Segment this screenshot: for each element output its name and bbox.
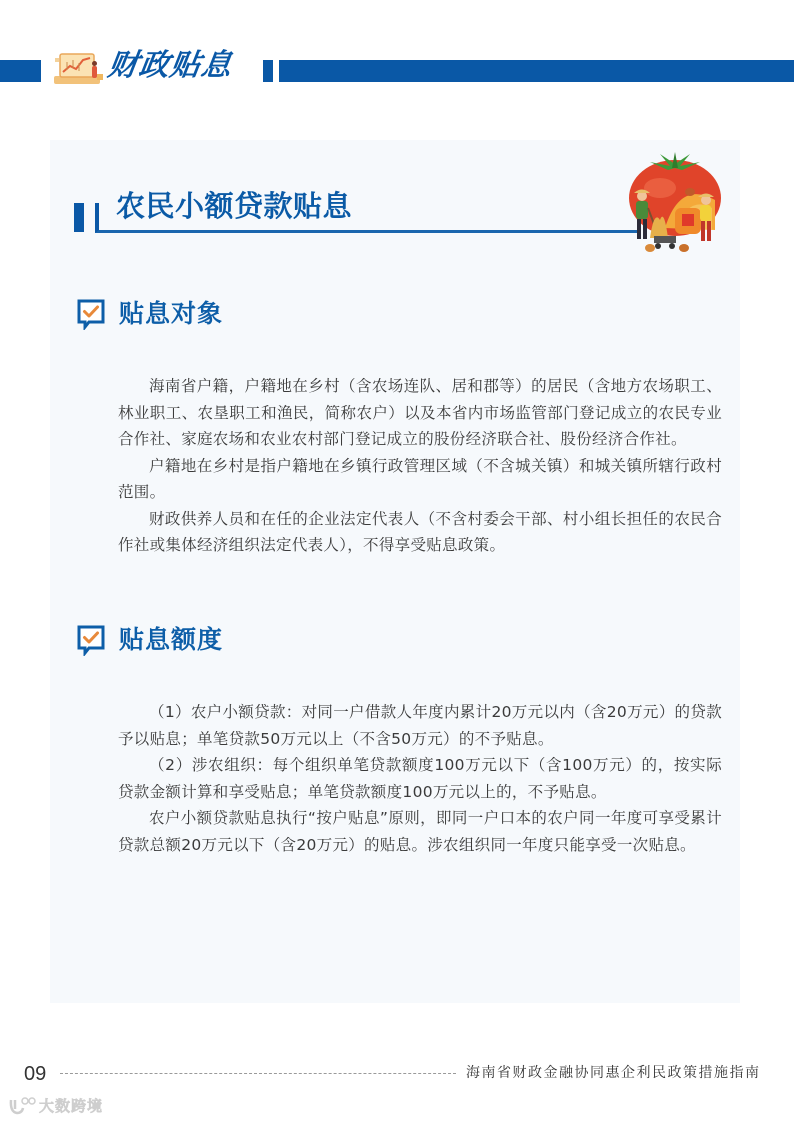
paragraph: （2）涉农组织：每个组织单笔贷款额度100万元以下（含100万元）的，按实际贷款金额计算和享受贴息；单笔贷款额度100万元以上的，不予贴息。	[118, 756, 722, 801]
title-marker	[74, 203, 84, 232]
content-panel	[50, 140, 740, 1003]
page-title: 农民小额贷款贴息	[116, 189, 353, 223]
section-heading-subsidy-amount	[76, 622, 223, 658]
paragraph: 农户小额贷款贴息执行“按户贴息”原则，即同一户口本的农户同一年度可享受累计贷款总额20万元以下（含20万元）的贴息。涉农组织同一年度只能享受一次贴息。	[118, 809, 722, 854]
tomato-harvest-illustration-icon	[620, 150, 730, 255]
section-heading-subsidy-target	[76, 296, 223, 332]
paragraph: （1）农户小额贷款：对同一户借款人年度内累计20万元以内（含20万元）的贷款予以贴息；单笔贷款50万元以上（不含50万元）的不予贴息。	[118, 703, 722, 748]
footer-dashed-divider	[60, 1073, 456, 1074]
paragraph: 海南省户籍，户籍地在乡村（含农场连队、居和郡等）的居民（含地方农场职工、林业职工、农垦职工和渔民，简称农户）以及本省内市场监管部门登记成立的农民专业合作社、家庭农场和农业农村部门登记成立的股份经济联合社、股份经济合作社。	[118, 377, 722, 448]
paragraph: 户籍地在乡村是指户籍地在乡镇行政管理区域（不含城关镇）和城关镇所辖行政村范围。	[118, 456, 722, 501]
banner-title: 财政贴息	[105, 48, 235, 83]
page-number: 09	[24, 1063, 47, 1085]
banner-bar-mid	[263, 60, 273, 82]
watermark	[8, 1095, 103, 1116]
checkbox-chat-icon	[76, 624, 106, 656]
watermark-logo-icon	[8, 1096, 36, 1116]
banner-bar-left	[0, 60, 41, 82]
footer-document-title: 海南省财政金融协同惠企利民政策措施指南	[466, 1065, 761, 1081]
banner-bar-right	[279, 60, 794, 82]
section-heading-text: 贴息额度	[119, 625, 224, 654]
checkbox-chat-icon	[76, 298, 106, 330]
section-body-subsidy-target	[118, 373, 722, 559]
watermark-text: 大数跨境	[39, 1097, 104, 1115]
paragraph: 财政供养人员和在任的企业法定代表人（不含村委会干部、村小组长担任的农民合作社或集体经济组织法定代表人），不得享受贴息政策。	[118, 509, 722, 554]
section-body-subsidy-amount	[118, 699, 722, 858]
finance-chart-logo-icon	[52, 50, 106, 86]
section-heading-text: 贴息对象	[119, 299, 224, 328]
